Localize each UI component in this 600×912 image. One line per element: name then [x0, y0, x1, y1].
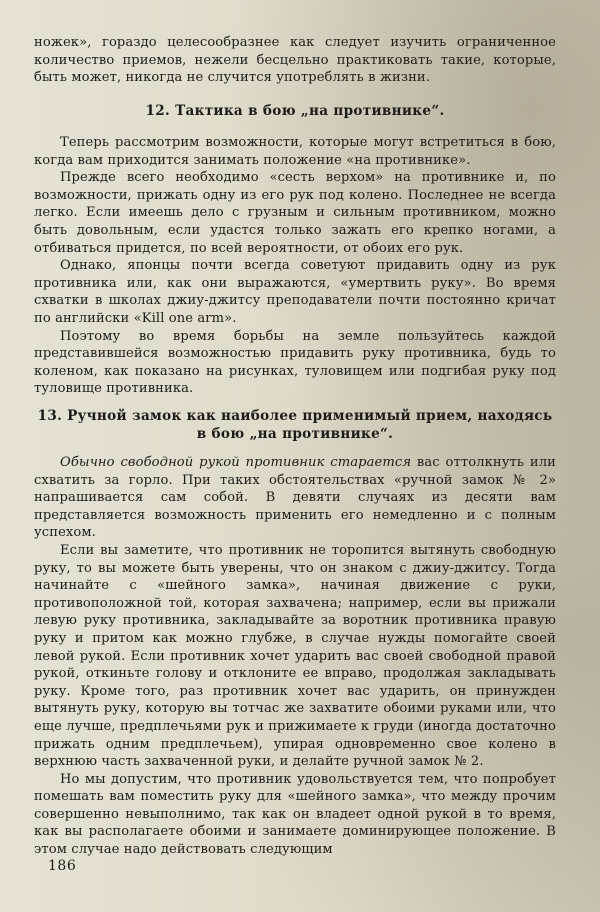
- section-13-paragraph-1: [34, 454, 556, 542]
- intro-paragraph: ножек», гораздо целесообразнее как следует изучить ограниченное количество приемов, нежели бесцельно практиковать такие, которые, быть может, никогда не случится употреблять в жизни.: [34, 35, 556, 86]
- section-12-heading: 12. Тактика в бою „на противнике“.: [145, 103, 445, 119]
- italic-phrase: Обычно свободной рукой противник старается: [60, 455, 412, 470]
- paragraph-text: вас оттолкнуть или схватить за горло. При таких обстоятельствах «ручной замок № 2» напрашивается сам собой. В девяти случаях из десяти вам представляется возможность применить его немедленно и с полным успехом.: [34, 455, 556, 541]
- section-13-heading: [30, 407, 560, 443]
- section-12-paragraph: Поэтому во время борьбы на земле пользуйтесь каждой представившейся возможностью придавить руку противника, будь то коленом, как показано на рисунках, туловищем или подгибая руку под туловище противника.: [34, 328, 556, 397]
- section-13-heading-line-2: в бою „на противнике“.: [196, 426, 394, 442]
- page-number: 186: [48, 858, 77, 874]
- section-12-paragraph: Прежде всего необходимо «сесть верхом» на противнике и, по возможности, прижать одну из его рук под колено. Последнее не всегда легко. Если имеешь дело с грузным и сильным противником, можно быть довольным, если удастся только зажать его крепко ногами, а отбиваться придется, по всей вероятности, от обоих его рук.: [34, 170, 556, 256]
- section-13-paragraph: Но мы допустим, что противник удовольствуется тем, что попробует помешать вам поместить руку для «шейного замка», что между прочим совершенно невыполнимо, так как он владеет одной рукой в то время, как вы располагаете обоими и занимаете доминирующее положение. В этом случае надо действовать следующим: [34, 771, 556, 858]
- section-12-body: [34, 134, 556, 398]
- section-13-heading-line-1: 13. Ручной замок как наиболее применимый прием, находясь: [37, 408, 553, 424]
- section-13-paragraph: Если вы заметите, что противник не торопится вытянуть свободную руку, то вы можете быть уверены, что он знаком с джиу-джитсу. Тогда начинайте с «шейного замка», начиная движение с руки, противоположной той, которая захвачена; например, если вы прижали левую руку противника, закладывайте за воротник противника правую руку и притом как можно глубже, в случае нужды помогайте своей левой рукой. Если противник хочет ударить вас своей свободной правой рукой, откиньте голову и отклоните ее вправо, продолжая закладывать руку. Кроме того, раз противник хочет вас ударить, он принужден вытянуть руку, которую вы тотчас же захватите обоими руками или, что еще лучше, предплечьями рук и прижимаете к груди (иногда достаточно прижать одним предплечьем), упирая одновременно свое колено в верхнюю часть захваченной руки, и делайте ручной замок № 2.: [34, 542, 556, 770]
- section-13-body: [34, 454, 556, 859]
- section-12-paragraph: Теперь рассмотрим возможности, которые могут встретиться в бою, когда вам приходится занимать положение «на противнике».: [34, 135, 556, 168]
- section-12-paragraph: Однако, японцы почти всегда советуют придавить одну из рук противника или, как они выражаются, «умертвить руку». Во время схватки в школах джиу-джитсу преподаватели почти постоянно кричат по английски «Kill one arm».: [34, 258, 556, 326]
- intro-text-block: [34, 34, 556, 87]
